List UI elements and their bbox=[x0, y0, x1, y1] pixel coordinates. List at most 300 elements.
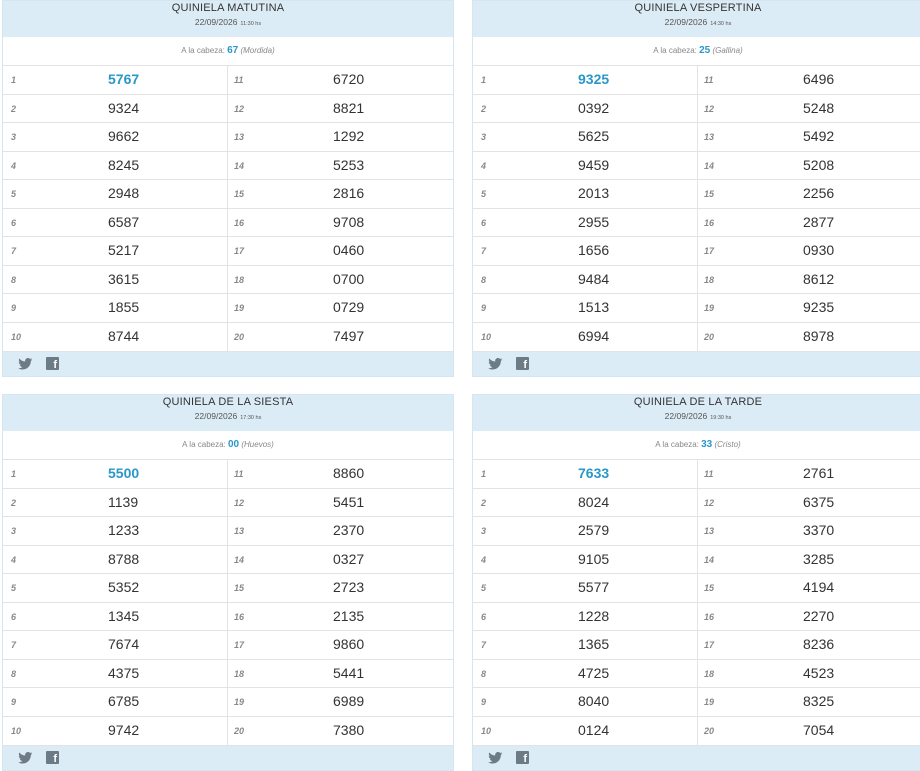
panel-footer bbox=[473, 351, 920, 376]
result-row bbox=[473, 603, 697, 632]
cabeza-line bbox=[3, 37, 453, 66]
draw-time: 17:30 hs bbox=[240, 415, 262, 421]
position-label: 18 bbox=[704, 668, 715, 679]
result-row bbox=[698, 66, 920, 95]
position-label: 10 bbox=[11, 331, 22, 342]
result-row bbox=[473, 237, 697, 266]
result-number: 2256 bbox=[803, 185, 835, 201]
result-row bbox=[228, 209, 453, 238]
result-row bbox=[228, 95, 453, 124]
result-number: 1139 bbox=[108, 493, 139, 510]
result-number: 2877 bbox=[803, 213, 835, 230]
result-number: 5451 bbox=[333, 493, 365, 510]
result-number: 8236 bbox=[803, 636, 835, 652]
position-label: 17 bbox=[234, 246, 245, 256]
facebook-icon[interactable]: f bbox=[516, 357, 529, 370]
results-column-11-20 bbox=[228, 460, 453, 745]
position-label: 16 bbox=[704, 217, 715, 228]
draw-date bbox=[3, 409, 453, 425]
position-label: 9 bbox=[481, 697, 487, 707]
position-label: 12 bbox=[234, 103, 245, 114]
cabeza-label: A la cabeza: bbox=[655, 440, 699, 449]
result-row bbox=[473, 95, 697, 124]
result-number: 1228 bbox=[578, 607, 610, 624]
result-row bbox=[3, 95, 227, 124]
result-row bbox=[698, 489, 920, 518]
result-number: 4194 bbox=[803, 579, 835, 595]
result-number: 1513 bbox=[578, 299, 610, 315]
position-label: 18 bbox=[234, 274, 245, 285]
position-label: 2 bbox=[481, 103, 487, 114]
result-number: 3370 bbox=[803, 522, 835, 538]
result-number: 2955 bbox=[578, 213, 610, 230]
quiniela-panel bbox=[472, 394, 920, 771]
result-row bbox=[473, 460, 697, 489]
position-label: 5 bbox=[11, 189, 17, 199]
position-label: 4 bbox=[481, 160, 487, 171]
result-row bbox=[3, 123, 227, 152]
position-label: 6 bbox=[481, 217, 487, 228]
position-label: 17 bbox=[234, 640, 245, 650]
result-row bbox=[3, 688, 227, 717]
result-row bbox=[473, 717, 697, 746]
position-label: 13 bbox=[234, 526, 245, 536]
result-number: 5352 bbox=[108, 579, 140, 595]
result-row bbox=[228, 717, 453, 746]
result-row bbox=[698, 631, 920, 660]
result-row bbox=[3, 631, 227, 660]
result-number: 8325 bbox=[803, 693, 835, 709]
result-number: 8024 bbox=[578, 493, 610, 510]
result-number: 1233 bbox=[108, 522, 140, 538]
position-label: 11 bbox=[704, 469, 714, 479]
result-row bbox=[698, 688, 920, 717]
position-label: 12 bbox=[234, 497, 245, 508]
position-label: 10 bbox=[481, 331, 492, 342]
result-row bbox=[698, 574, 920, 603]
results-grid bbox=[3, 66, 453, 351]
result-row bbox=[698, 460, 920, 489]
result-row bbox=[473, 631, 697, 660]
result-number: 7497 bbox=[333, 327, 365, 344]
result-row bbox=[3, 546, 227, 575]
position-label: 3 bbox=[481, 526, 487, 536]
result-row bbox=[698, 517, 920, 546]
cabeza-label: A la cabeza: bbox=[181, 46, 225, 55]
result-number: 5248 bbox=[803, 99, 835, 116]
result-number: 4725 bbox=[578, 664, 610, 681]
result-row bbox=[698, 323, 920, 352]
panel-title: QUINIELA MATUTINA bbox=[171, 2, 285, 14]
twitter-icon[interactable] bbox=[18, 358, 33, 370]
result-number: 9742 bbox=[108, 721, 140, 738]
result-number: 1365 bbox=[578, 636, 610, 652]
result-row bbox=[473, 574, 697, 603]
position-label: 14 bbox=[704, 554, 715, 565]
result-row bbox=[473, 123, 697, 152]
facebook-icon[interactable]: f bbox=[516, 751, 529, 764]
quiniela-panel bbox=[472, 0, 920, 377]
position-label: 19 bbox=[704, 303, 715, 313]
result-row bbox=[473, 660, 697, 689]
results-column-11-20 bbox=[698, 66, 920, 351]
position-label: 12 bbox=[704, 103, 715, 114]
position-label: 13 bbox=[704, 132, 715, 142]
position-label: 16 bbox=[234, 217, 245, 228]
results-column-11-20 bbox=[228, 66, 453, 351]
result-number: 2948 bbox=[108, 185, 140, 201]
result-row bbox=[3, 294, 227, 323]
position-label: 16 bbox=[234, 611, 245, 622]
result-row bbox=[473, 517, 697, 546]
position-label: 19 bbox=[704, 697, 715, 707]
result-row bbox=[228, 489, 453, 518]
position-label: 6 bbox=[11, 611, 17, 622]
position-label: 8 bbox=[481, 274, 487, 285]
results-column-1-10 bbox=[473, 66, 698, 351]
draw-date-value: 22/09/2026 bbox=[664, 411, 708, 421]
result-number: 6994 bbox=[578, 327, 610, 344]
facebook-icon[interactable]: f bbox=[46, 751, 59, 764]
result-row bbox=[228, 180, 453, 209]
position-label: 17 bbox=[704, 640, 715, 650]
result-number: 9484 bbox=[578, 270, 610, 287]
result-row bbox=[473, 294, 697, 323]
panel-footer bbox=[3, 351, 453, 376]
result-number: 9708 bbox=[333, 213, 365, 230]
head-number: 7633 bbox=[578, 465, 610, 481]
result-number: 5217 bbox=[108, 242, 140, 258]
position-label: 8 bbox=[481, 668, 487, 679]
position-label: 15 bbox=[704, 583, 715, 593]
position-label: 20 bbox=[704, 331, 715, 342]
panel-footer bbox=[473, 745, 920, 770]
head-number: 9325 bbox=[578, 71, 610, 87]
result-row bbox=[3, 489, 227, 518]
twitter-icon[interactable] bbox=[18, 752, 33, 764]
result-number: 9235 bbox=[803, 299, 835, 315]
result-row bbox=[473, 152, 697, 181]
cabeza-number: 33 bbox=[701, 439, 713, 450]
result-row bbox=[228, 66, 453, 95]
position-label: 7 bbox=[11, 640, 17, 650]
result-row bbox=[228, 603, 453, 632]
position-label: 14 bbox=[234, 160, 245, 171]
position-label: 6 bbox=[481, 611, 487, 622]
cabeza-line bbox=[3, 431, 453, 460]
result-row bbox=[228, 460, 453, 489]
cabeza-number: 25 bbox=[699, 45, 711, 56]
panel-title: QUINIELA DE LA SIESTA bbox=[162, 396, 294, 408]
result-number: 2761 bbox=[803, 465, 835, 481]
result-number: 0392 bbox=[578, 99, 610, 116]
result-number: 7674 bbox=[108, 636, 140, 652]
result-row bbox=[473, 489, 697, 518]
result-number: 8860 bbox=[333, 465, 365, 481]
draw-time: 19:30 hs bbox=[710, 415, 732, 421]
cabeza-meaning: (Cristo) bbox=[714, 440, 741, 449]
result-number: 2270 bbox=[803, 607, 835, 624]
result-row bbox=[3, 660, 227, 689]
twitter-icon[interactable] bbox=[488, 752, 503, 764]
position-label: 12 bbox=[704, 497, 715, 508]
draw-time: 11:30 hs bbox=[240, 21, 262, 27]
position-label: 7 bbox=[11, 246, 17, 256]
result-row bbox=[698, 294, 920, 323]
results-grid bbox=[3, 460, 453, 745]
result-number: 6375 bbox=[803, 493, 835, 510]
position-label: 1 bbox=[481, 469, 487, 479]
result-number: 9324 bbox=[108, 99, 140, 116]
result-number: 1855 bbox=[108, 299, 140, 315]
position-label: 7 bbox=[481, 640, 487, 650]
result-row bbox=[3, 237, 227, 266]
result-number: 0930 bbox=[803, 242, 835, 258]
position-label: 13 bbox=[704, 526, 715, 536]
result-number: 0729 bbox=[333, 299, 365, 315]
draw-date-value: 22/09/2026 bbox=[664, 17, 708, 27]
result-row bbox=[228, 517, 453, 546]
position-label: 14 bbox=[704, 160, 715, 171]
result-number: 8788 bbox=[108, 550, 140, 567]
result-number: 0460 bbox=[333, 242, 365, 258]
result-number: 8744 bbox=[108, 327, 140, 344]
position-label: 15 bbox=[704, 189, 715, 199]
position-label: 19 bbox=[234, 697, 245, 707]
result-row bbox=[3, 66, 227, 95]
result-number: 6496 bbox=[803, 71, 835, 87]
panel-title: QUINIELA DE LA TARDE bbox=[633, 396, 763, 408]
result-number: 2013 bbox=[578, 185, 610, 201]
cabeza-number: 67 bbox=[227, 45, 239, 56]
results-grid bbox=[473, 66, 920, 351]
position-label: 1 bbox=[481, 75, 487, 85]
result-number: 5441 bbox=[333, 664, 365, 681]
result-row bbox=[698, 123, 920, 152]
position-label: 11 bbox=[234, 469, 244, 479]
position-label: 19 bbox=[234, 303, 245, 313]
result-row bbox=[3, 266, 227, 295]
result-number: 5577 bbox=[578, 579, 610, 595]
position-label: 15 bbox=[234, 583, 245, 593]
result-number: 4375 bbox=[108, 664, 140, 681]
position-label: 20 bbox=[704, 725, 715, 736]
position-label: 5 bbox=[481, 583, 487, 593]
result-number: 5492 bbox=[803, 128, 835, 144]
result-number: 8040 bbox=[578, 693, 610, 709]
result-row bbox=[473, 180, 697, 209]
position-label: 3 bbox=[481, 132, 487, 142]
position-label: 18 bbox=[234, 668, 245, 679]
result-row bbox=[698, 266, 920, 295]
result-number: 2135 bbox=[333, 607, 365, 624]
position-label: 1 bbox=[11, 469, 17, 479]
position-label: 4 bbox=[11, 554, 17, 565]
results-column-1-10 bbox=[473, 460, 698, 745]
results-column-1-10 bbox=[3, 66, 228, 351]
result-row bbox=[3, 603, 227, 632]
cabeza-label: A la cabeza: bbox=[182, 440, 226, 449]
draw-date-value: 22/09/2026 bbox=[194, 17, 238, 27]
result-number: 4523 bbox=[803, 664, 835, 681]
result-row bbox=[3, 323, 227, 352]
position-label: 10 bbox=[481, 725, 492, 736]
twitter-icon[interactable] bbox=[488, 358, 503, 370]
result-row bbox=[228, 631, 453, 660]
result-number: 8245 bbox=[108, 156, 140, 173]
result-number: 9459 bbox=[578, 156, 610, 173]
result-row bbox=[698, 603, 920, 632]
result-number: 2816 bbox=[333, 185, 365, 201]
position-label: 10 bbox=[11, 725, 22, 736]
result-row bbox=[698, 180, 920, 209]
position-label: 9 bbox=[481, 303, 487, 313]
cabeza-line bbox=[473, 431, 920, 460]
position-label: 11 bbox=[234, 75, 244, 85]
result-row bbox=[3, 460, 227, 489]
position-label: 7 bbox=[481, 246, 487, 256]
result-row bbox=[228, 266, 453, 295]
results-column-1-10 bbox=[3, 460, 228, 745]
position-label: 11 bbox=[704, 75, 714, 85]
position-label: 1 bbox=[11, 75, 17, 85]
draw-date bbox=[3, 15, 453, 31]
panel-header bbox=[473, 1, 920, 37]
position-label: 15 bbox=[234, 189, 245, 199]
panel-header bbox=[3, 395, 453, 431]
panel-header bbox=[3, 1, 453, 37]
draw-time: 14:30 hs bbox=[710, 21, 732, 27]
result-row bbox=[473, 209, 697, 238]
position-label: 4 bbox=[481, 554, 487, 565]
result-row bbox=[228, 574, 453, 603]
results-column-11-20 bbox=[698, 460, 920, 745]
head-number: 5500 bbox=[108, 465, 140, 481]
position-label: 3 bbox=[11, 132, 17, 142]
results-grid bbox=[473, 460, 920, 745]
position-label: 17 bbox=[704, 246, 715, 256]
result-row bbox=[698, 660, 920, 689]
result-number: 7380 bbox=[333, 721, 365, 738]
result-row bbox=[228, 237, 453, 266]
position-label: 20 bbox=[234, 331, 245, 342]
result-row bbox=[228, 323, 453, 352]
position-label: 5 bbox=[481, 189, 487, 199]
position-label: 9 bbox=[11, 303, 17, 313]
draw-date bbox=[473, 15, 920, 31]
panel-header bbox=[473, 395, 920, 431]
result-number: 2723 bbox=[333, 579, 365, 595]
result-row bbox=[698, 717, 920, 746]
result-row bbox=[698, 237, 920, 266]
position-label: 3 bbox=[11, 526, 17, 536]
result-row bbox=[228, 294, 453, 323]
cabeza-line bbox=[473, 37, 920, 66]
result-row bbox=[473, 323, 697, 352]
result-row bbox=[698, 546, 920, 575]
result-row bbox=[228, 123, 453, 152]
facebook-icon[interactable]: f bbox=[46, 357, 59, 370]
position-label: 6 bbox=[11, 217, 17, 228]
position-label: 2 bbox=[11, 103, 17, 114]
result-row bbox=[3, 152, 227, 181]
result-number: 8978 bbox=[803, 327, 835, 344]
result-row bbox=[473, 688, 697, 717]
result-number: 6785 bbox=[108, 693, 140, 709]
panel-footer bbox=[3, 745, 453, 770]
result-row bbox=[228, 152, 453, 181]
result-number: 0124 bbox=[578, 721, 610, 738]
result-number: 9105 bbox=[578, 550, 610, 567]
result-row bbox=[228, 688, 453, 717]
position-label: 18 bbox=[704, 274, 715, 285]
result-number: 6989 bbox=[333, 693, 365, 709]
position-label: 2 bbox=[11, 497, 17, 508]
draw-date-value: 22/09/2026 bbox=[194, 411, 238, 421]
result-row bbox=[473, 266, 697, 295]
result-number: 8821 bbox=[333, 99, 365, 116]
result-number: 9860 bbox=[333, 636, 365, 652]
position-label: 5 bbox=[11, 583, 17, 593]
result-row bbox=[3, 180, 227, 209]
cabeza-meaning: (Mordida) bbox=[240, 46, 275, 55]
result-row bbox=[228, 546, 453, 575]
result-number: 7054 bbox=[803, 721, 835, 738]
result-number: 2370 bbox=[333, 522, 365, 538]
draw-date bbox=[473, 409, 920, 425]
result-number: 0700 bbox=[333, 270, 365, 287]
result-number: 3615 bbox=[108, 270, 140, 287]
result-row bbox=[698, 152, 920, 181]
cabeza-number: 00 bbox=[228, 439, 240, 450]
result-number: 1345 bbox=[108, 607, 140, 624]
position-label: 20 bbox=[234, 725, 245, 736]
position-label: 8 bbox=[11, 274, 17, 285]
head-number: 5767 bbox=[108, 71, 140, 87]
result-row bbox=[3, 209, 227, 238]
result-row bbox=[3, 574, 227, 603]
result-row bbox=[228, 660, 453, 689]
result-number: 9662 bbox=[108, 128, 140, 144]
result-number: 3285 bbox=[803, 550, 835, 567]
cabeza-meaning: (Huevos) bbox=[241, 440, 274, 449]
position-label: 9 bbox=[11, 697, 17, 707]
position-label: 14 bbox=[234, 554, 245, 565]
position-label: 16 bbox=[704, 611, 715, 622]
result-number: 5208 bbox=[803, 156, 835, 173]
result-row bbox=[3, 517, 227, 546]
result-number: 6587 bbox=[108, 213, 140, 230]
result-row bbox=[473, 546, 697, 575]
position-label: 2 bbox=[481, 497, 487, 508]
position-label: 8 bbox=[11, 668, 17, 679]
result-number: 0327 bbox=[333, 550, 365, 567]
result-number: 1292 bbox=[333, 128, 365, 144]
result-number: 5625 bbox=[578, 128, 610, 144]
result-row bbox=[473, 66, 697, 95]
result-number: 5253 bbox=[333, 156, 365, 173]
quiniela-panel bbox=[2, 394, 454, 771]
result-number: 2579 bbox=[578, 522, 610, 538]
quiniela-panel bbox=[2, 0, 454, 377]
result-number: 8612 bbox=[803, 270, 835, 287]
cabeza-meaning: (Gallina) bbox=[712, 46, 743, 55]
result-row bbox=[698, 209, 920, 238]
position-label: 4 bbox=[11, 160, 17, 171]
result-number: 6720 bbox=[333, 71, 365, 87]
result-row bbox=[3, 717, 227, 746]
panel-title: QUINIELA VESPERTINA bbox=[634, 2, 762, 14]
